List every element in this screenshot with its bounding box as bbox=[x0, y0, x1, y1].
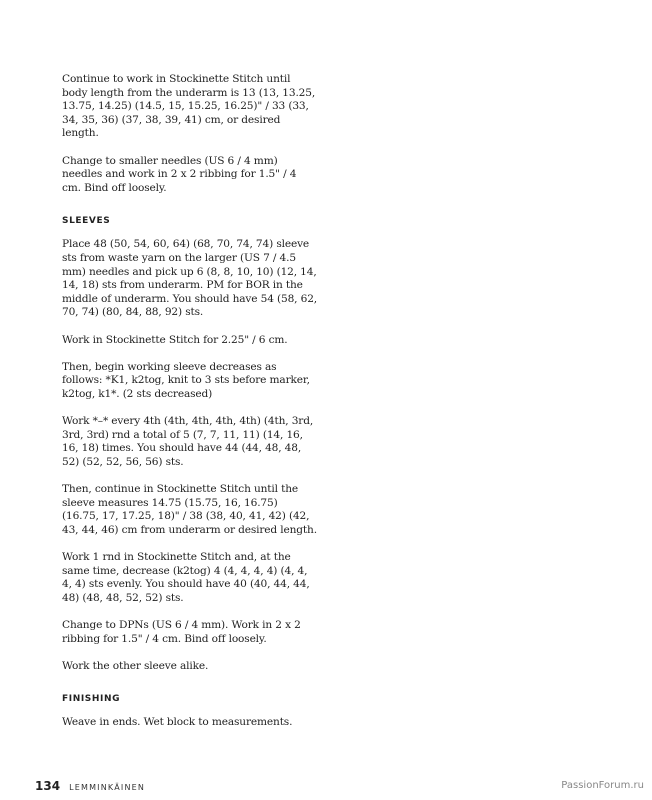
sleeves-paragraph: Work 1 rnd in Stockinette Stitch and, at the same time, decrease (k2tog) 4 (4, 4, 4, 4) (4, 4, 4, 4) sts evenly. You should have 40 (40, 44, 44, 48) (48, 48, 52, 52) sts. bbox=[62, 551, 310, 604]
page-content bbox=[62, 73, 317, 744]
page-number: 134 bbox=[35, 779, 61, 793]
page-footer bbox=[35, 779, 145, 793]
section-heading-sleeves: SLEEVES bbox=[62, 216, 111, 227]
finishing-paragraph: Weave in ends. Wet block to measurements. bbox=[62, 716, 293, 729]
book-title: LEMMINKÄINEN bbox=[69, 783, 146, 792]
sleeves-paragraph: Work *–* every 4th (4th, 4th, 4th, 4th) (4th, 3rd, 3rd, 3rd) rnd a total of 5 (7, 7, 11, 11) (14, 16, 16, 18) times. You should have 44 (44, 48, 48, 52) (52, 52, 56, 56) sts. bbox=[62, 415, 314, 468]
sleeves-paragraph: Change to DPNs (US 6 / 4 mm). Work in 2 x 2 ribbing for 1.5" / 4 cm. Bind off loosely. bbox=[62, 618, 301, 645]
watermark: PassionForum.ru bbox=[561, 780, 644, 791]
body-paragraph: Continue to work in Stockinette Stitch until body length from the underarm is 13 (13, 13.25, 13.75, 14.25) (14.5, 15, 15.25, 16.25)" / 33 (33, 34, 35, 36) (37, 38, 39, 41) cm, or desired length. bbox=[62, 73, 316, 140]
sleeves-paragraph: Work the other sleeve alike. bbox=[62, 659, 209, 672]
sleeves-paragraph: Then, continue in Stockinette Stitch until the sleeve measures 14.75 (15.75, 16, 16.75) (16.75, 17, 17.25, 18)" / 38 (38, 40, 41, 42) (42, 43, 44, 46) cm from underarm or desired length. bbox=[62, 483, 317, 536]
sleeves-paragraph: Then, begin working sleeve decreases as follows: *K1, k2tog, knit to 3 sts before marker, k2tog, k1*. (2 sts decreased) bbox=[62, 360, 310, 400]
sleeves-paragraph: Place 48 (50, 54, 60, 64) (68, 70, 74, 74) sleeve sts from waste yarn on the larger (US 7 / 4.5 mm) needles and pick up 6 (8, 8, 10, 10) (12, 14, 14, 18) sts from underarm. PM for BOR in the middle of underarm. You should have 54 (58, 62, 70, 74) (80, 84, 88, 92) sts. bbox=[62, 238, 318, 319]
section-heading-finishing: FINISHING bbox=[62, 694, 121, 705]
sleeves-paragraph: Work in Stockinette Stitch for 2.25" / 6 cm. bbox=[62, 333, 288, 346]
body-paragraph: Change to smaller needles (US 6 / 4 mm) needles and work in 2 x 2 ribbing for 1.5" / 4 cm. Bind off loosely. bbox=[62, 154, 297, 194]
